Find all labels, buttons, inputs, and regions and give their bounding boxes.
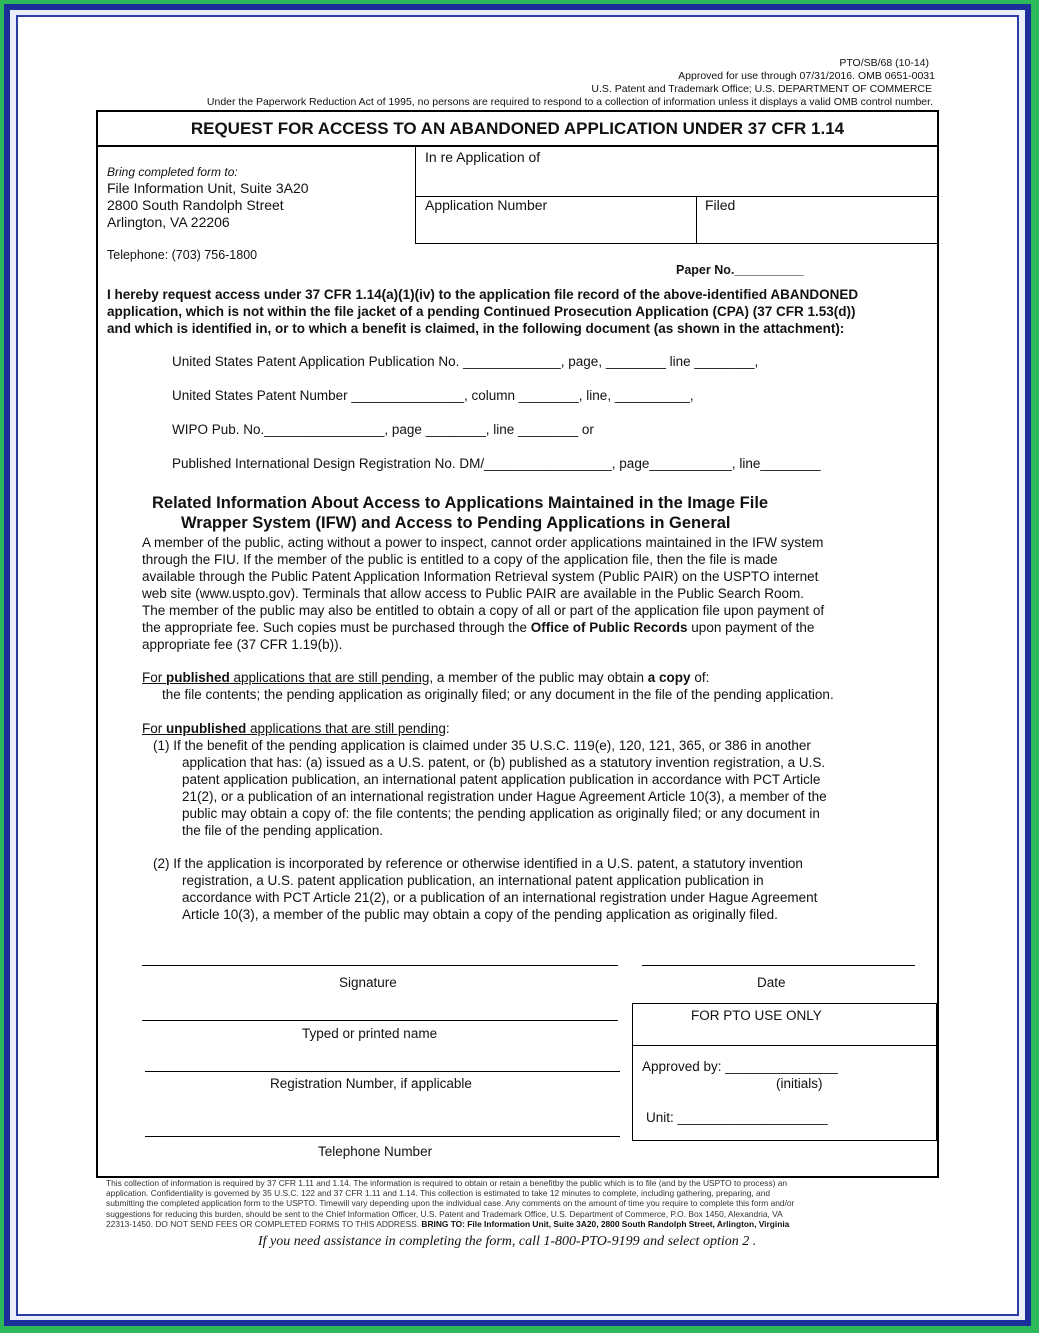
signature-label: Signature: [339, 975, 397, 990]
item1-line4: 21(2), or a publication of an international registration under Hague Agreement Article 10(3), a member of the: [182, 789, 827, 804]
item2-line3: accordance with PCT Article 21(2), or a publication of an international registration under Hague Agreement: [182, 890, 818, 905]
related-heading2: Wrapper System (IFW) and Access to Pending Applications in General: [181, 514, 731, 532]
paper-no: Paper No.__________: [676, 263, 804, 277]
published-line: the file contents; the pending application as originally filed; or any document in the file of the pending application.: [162, 687, 834, 702]
form-id: PTO/SB/68 (10-14): [839, 57, 929, 69]
item1-line6: the file of the pending application.: [182, 823, 384, 838]
form-title: REQUEST FOR ACCESS TO AN ABANDONED APPLICATION UNDER 37 CFR 1.14: [96, 110, 939, 147]
reg-number-line[interactable]: [145, 1071, 620, 1072]
app-box-left: [415, 146, 416, 244]
p1-line6: the appropriate fee. Such copies must be purchased through the Office of Public Records upon payment of the: [142, 620, 815, 635]
telephone-line[interactable]: [145, 1136, 620, 1137]
address-line2: 2800 South Randolph Street: [107, 197, 284, 213]
published-heading: For published applications that are still pending, a member of the public may obtain a copy of:: [142, 670, 710, 685]
paperwork-text: Under the Paperwork Reduction Act of 1995, no persons are required to respond to a collection of information unless it displays a valid OMB control number.: [206, 96, 933, 108]
p1-line2: through the FIU. If the member of the public is entitled to a copy of the application file, then the file is made: [142, 552, 778, 567]
doc-patent: United States Patent Number _______________, column ________, line, __________,: [172, 388, 694, 403]
related-heading1: Related Information About Access to Applications Maintained in the Image File: [152, 494, 769, 512]
typed-name-line[interactable]: [142, 1020, 618, 1021]
request-line3: and which is identified in, or to which a benefit is claimed, in the following document (as shown in the attachment):: [107, 321, 845, 336]
app-box-bottom: [415, 243, 937, 244]
reg-number-label: Registration Number, if applicable: [270, 1076, 472, 1091]
address-line3: Arlington, VA 22206: [107, 214, 230, 230]
item1-line2: application that has: (a) issued as a U.S. patent, or (b) published as a statutory invention registration, a U.S.: [182, 755, 826, 770]
item1-line3: patent application publication, an international patent application publication in accordance with PCT Article: [182, 772, 821, 787]
initials-label: (initials): [776, 1076, 823, 1091]
p1-line1: A member of the public, acting without a power to inspect, cannot order applications maintained in the IFW system: [142, 535, 824, 550]
app-number-label: Application Number: [425, 197, 548, 213]
unit-field: Unit: ____________________: [646, 1110, 828, 1125]
approved-by: Approved by: _______________: [642, 1059, 838, 1074]
request-line1: I hereby request access under 37 CFR 1.14(a)(1)(iv) to the application file record of the above-identified ABANDONED: [107, 287, 859, 302]
typed-name-label: Typed or printed name: [302, 1026, 438, 1041]
app-box-divider: [696, 196, 697, 244]
address-telephone: Telephone: (703) 756-1800: [107, 248, 258, 262]
request-line2: application, which is not within the file jacket of a pending Continued Prosecution Application (CPA) (37 CFR 1.53(d)): [107, 304, 856, 319]
doc-design: Published International Design Registration No. DM/_________________, page___________, line________: [172, 456, 821, 471]
item1-line5: public may obtain a copy of: the file contents; the pending application as originally filed; or any document in: [182, 806, 820, 821]
telephone-label: Telephone Number: [318, 1144, 433, 1159]
date-label: Date: [757, 975, 786, 990]
address-line1: File Information Unit, Suite 3A20: [107, 180, 309, 196]
filed-label: Filed: [705, 197, 736, 213]
p1-line5: The member of the public may also be entitled to obtain a copy of all or part of the application file upon payment of: [142, 603, 825, 618]
unpublished-heading: For unpublished applications that are still pending:: [142, 721, 450, 736]
doc-publication: United States Patent Application Publication No. _____________, page, ________ line ________,: [172, 354, 759, 369]
pto-use-divider: [632, 1045, 937, 1046]
address-label: Bring completed form to:: [107, 165, 238, 179]
item2-line2: registration, a U.S. patent application publication, an international patent application publication in: [182, 873, 764, 888]
pto-use-heading: FOR PTO USE ONLY: [691, 1008, 822, 1023]
item2-line1: (2) If the application is incorporated by reference or otherwise identified in a U.S. patent, a statutory invention: [153, 856, 803, 871]
p1-line4: web site (www.uspto.gov). Terminals that allow access to Public PAIR are available in the Public Search Room.: [142, 586, 805, 601]
item2-line4: Article 10(3), a member of the public may obtain a copy of the pending application as originally filed.: [182, 907, 778, 922]
agency-text: U.S. Patent and Trademark Office; U.S. DEPARTMENT OF COMMERCE: [591, 83, 932, 95]
item1-line1: (1) If the benefit of the pending application is claimed under 35 U.S.C. 119(e), 120, 121, 365, or 386 in another: [153, 738, 811, 753]
footer-notice: This collection of information is required by 37 CFR 1.11 and 1.14. The information is required to obtain or retain a benefitby the public which is to file (and by the USPTO to process) an application. Confidentiality is governed by 35 U.S.C. 122 and 37 CFR 1.11 and 1.14. This collection is estimated to take 12 minutes to complete, including gathering, preparing, and submitting the completed application form to the USPTO. Timewill vary depending upon the individual case. Any comments on the amount of time you require to complete this form and/or suggestions for reducing this burden, should be sent to the Chief Information Officer, U.S. Patent and Trademark Office, U.S. Department of Commerce, P.O. Box 1450, Alexandria, VA 22313-1450. DO NOT SEND FEES OR COMPLETED FORMS TO THIS ADDRESS. BRING TO: File Information Unit, Suite 3A20, 2800 South Randolph Street, Arlington, Virginia: [106, 1178, 795, 1229]
doc-wipo: WIPO Pub. No.________________, page ________, line ________ or: [172, 422, 594, 437]
approval-text: Approved for use through 07/31/2016. OMB 0651-0031: [678, 70, 935, 82]
in-re-label: In re Application of: [425, 149, 541, 165]
signature-line[interactable]: [142, 965, 618, 966]
date-line[interactable]: [642, 965, 915, 966]
p1-line7: appropriate fee (37 CFR 1.19(b)).: [142, 637, 343, 652]
assist-text: If you need assistance in completing the form, call 1-800-PTO-9199 and select option 2 .: [258, 1234, 757, 1249]
p1-line3: available through the Public Patent Application Information Retrieval system (Public PAIR) on the USPTO internet: [142, 569, 819, 584]
